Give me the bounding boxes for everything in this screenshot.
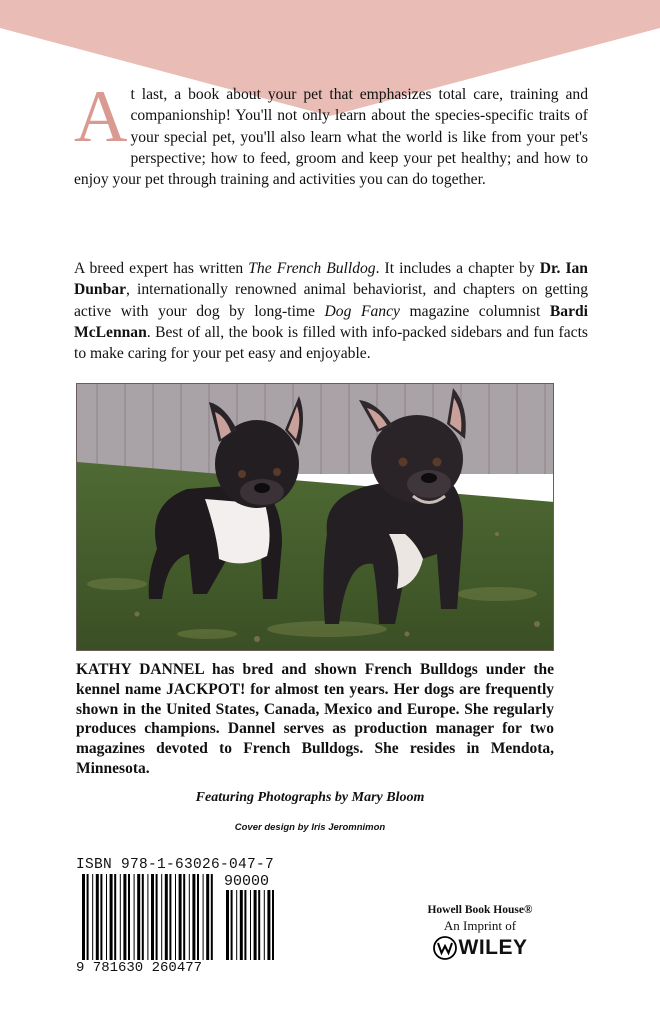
french-bulldogs-photo	[76, 383, 554, 651]
breed-expert-paragraph	[74, 258, 588, 364]
wiley-logo	[400, 936, 560, 960]
book-title: The French Bulldog	[248, 260, 376, 277]
author-dunbar: Dr. Ian Dunbar	[74, 260, 588, 299]
intro-text: t last, a book about your pet that emphasizes total care, training and companionship! You'll not only learn about the species-specific traits of your special pet, you'll also learn what the world is like from your pet's perspective; how to feed, groom and keep your pet healthy; and how to enjoy your pet through training and activities you can do together.	[74, 86, 588, 189]
intro-paragraph	[74, 76, 588, 190]
imprint-label: An Imprint of	[443, 918, 517, 933]
drop-cap: A	[74, 76, 128, 158]
p2-text-4: magazine columnist	[399, 302, 550, 320]
magazine-title: Dog Fancy	[324, 302, 400, 320]
isbn-text: ISBN 978-1-63026-047-7	[76, 857, 275, 873]
author-bio: KATHY DANNEL has bred and shown French Bulldogs under the kennel name JACKPOT! for almost ten years. Her dogs are frequently shown in the United States, Canada, Mexico and Europe. She regularly produces champions. Dannel serves as production manager for two magazines devoted to French Bulldogs. She resides in Mendota, Minnesota.	[76, 661, 554, 777]
barcode-digits: 9 781630 260477	[76, 960, 203, 976]
price-code: 90000	[224, 873, 270, 890]
p2-text-3: , internationally renowned animal behaviorist, and chapters on getting active with your dog by long-time	[74, 281, 588, 320]
p2-text-1: A breed expert has written	[74, 260, 249, 277]
wiley-wordmark: WILEY	[458, 936, 528, 959]
p2-text-2: . It includes a chapter by	[375, 260, 540, 277]
publisher-name: Howell Book House®	[427, 904, 533, 916]
wiley-w-icon	[433, 936, 457, 960]
photo-credit: Featuring Photographs by Mary Bloom	[195, 790, 425, 805]
publisher-block	[400, 904, 560, 960]
cover-design-credit: Cover design by Iris Jeromnimon	[234, 822, 386, 833]
p2-text-5: . Best of all, the book is filled with info-packed sidebars and fun facts to make caring for your pet easy and enjoyable.	[74, 323, 588, 363]
author-mclennan: Bardi McLennan	[74, 302, 589, 341]
isbn-barcode	[76, 874, 276, 960]
